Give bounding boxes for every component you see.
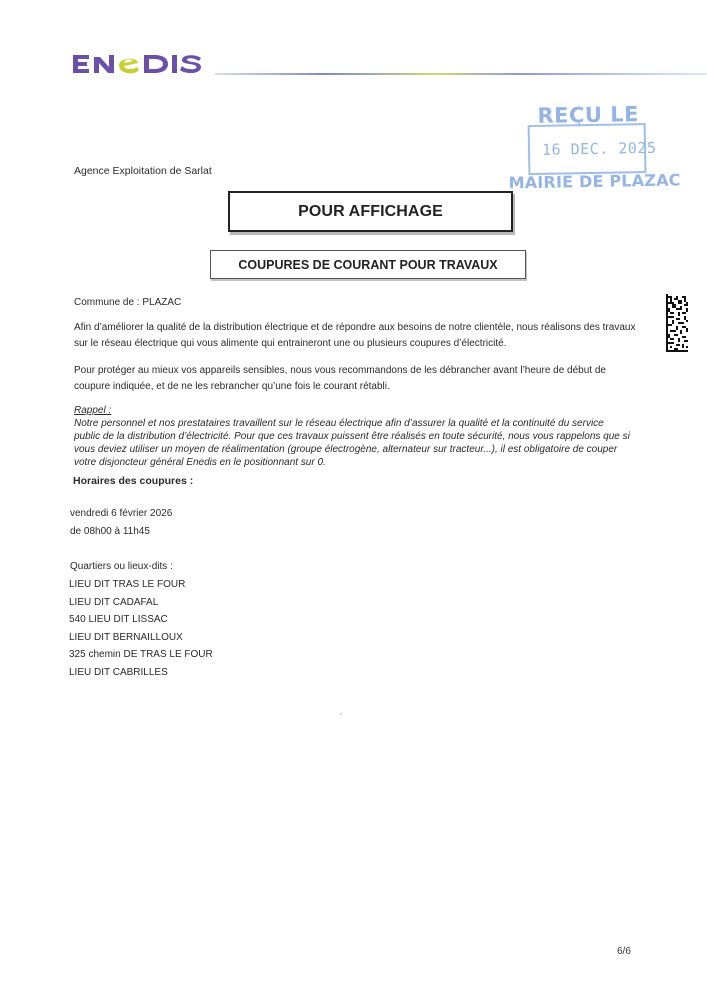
page-subtitle: COUPURES DE COURANT POUR TRAVAUX xyxy=(238,257,498,272)
intro-paragraph: Afin d’améliorer la qualité de la distribution électrique et de répondre aux besoins de notre clientèle, nous réalisons des travaux sur le réseau électrique qui vous alimente qui entraineront une ou plusieurs coupures d’électricité. xyxy=(74,322,636,349)
advice-paragraph: Pour protéger au mieux vos appareils sensibles, nous vous recommandons de les débrancher avant l’heure de début de coupure indiquée, et de ne les rebrancher qu’une fois le courant rétabli. xyxy=(74,365,606,392)
stamp-title: REÇU LE xyxy=(537,102,640,128)
list-item: LIEU DIT BERNAILLOUX xyxy=(69,631,183,643)
list-item: LIEU DIT CABRILLES xyxy=(69,666,168,678)
rappel-text: Notre personnel et nos prestataires travaillent sur le réseau électrique afin d’assurer la qualité et la continuité du service public de la distribution d’électricité. Pour que ces travaux puissent être réalisés en toute sécurité, nous vous rappelons que si vous deviez utiliser un moyen de réalimentation (groupe électrogène, alternateur sur tracteur...), il est obligatoire de couper votre disjoncteur général Enedis en le positionnant sur 0. xyxy=(74,418,630,468)
outage-day: vendredi 6 février 2026 xyxy=(70,508,173,519)
rappel-heading: Rappel : xyxy=(74,405,112,416)
scan-speck xyxy=(340,713,342,715)
list-item: LIEU DIT CADAFAL xyxy=(69,596,159,608)
places-list xyxy=(69,576,213,681)
title-box xyxy=(228,191,513,232)
received-stamp xyxy=(504,99,681,197)
places-heading: Quartiers ou lieux-dits : xyxy=(70,561,173,572)
stamp-date: 16 DEC. 2025 xyxy=(541,138,657,159)
agency-name: Agence Exploitation de Sarlat xyxy=(74,165,212,177)
outage-hours: de 08h00 à 11h45 xyxy=(70,526,150,537)
list-item: 540 LIEU DIT LISSAC xyxy=(69,614,168,625)
commune-line: Commune de : PLAZAC xyxy=(74,297,182,308)
stamp-place: MAIRIE DE PLAZAC xyxy=(508,170,681,193)
page-title: POUR AFFICHAGE xyxy=(298,202,443,220)
header-rule xyxy=(215,73,707,75)
list-item: LIEU DIT TRAS LE FOUR xyxy=(69,579,186,590)
list-item: 325 chemin DE TRAS LE FOUR xyxy=(69,649,213,660)
page-number: 6/6 xyxy=(617,946,631,957)
schedule-heading: Horaires des coupures : xyxy=(73,475,194,487)
subtitle-box xyxy=(210,250,526,279)
